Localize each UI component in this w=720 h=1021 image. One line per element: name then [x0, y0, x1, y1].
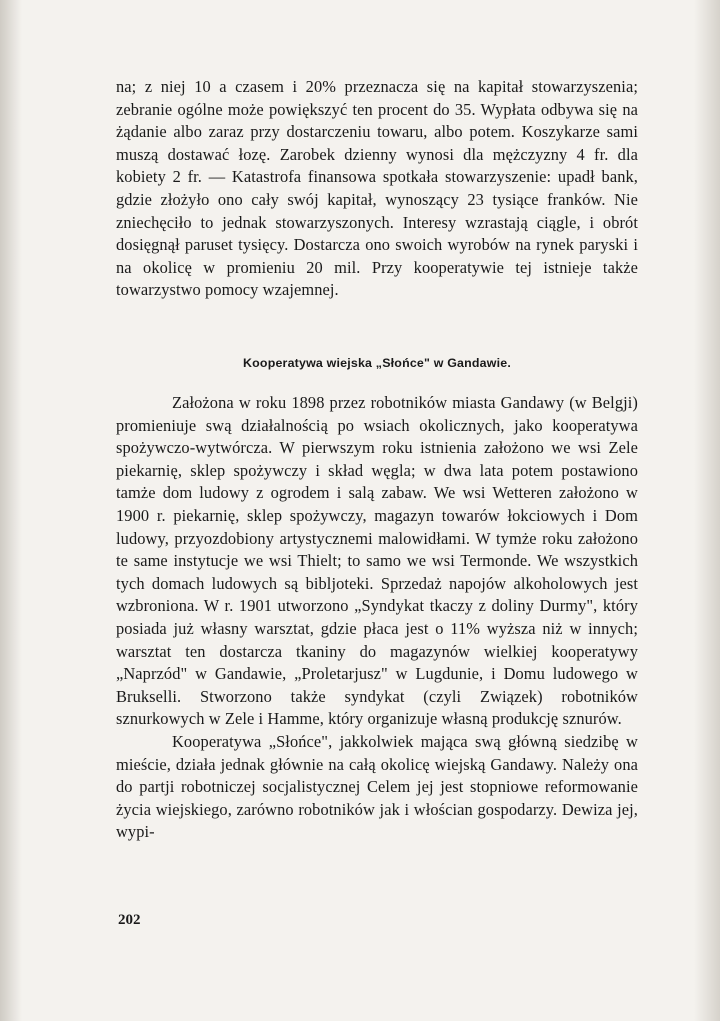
page-edge-shadow-left [0, 0, 22, 1021]
paragraph-founding: Założona w roku 1898 przez robotników miasta Gandawy (w Belgji) promieniuje swą działalnością po wsiach okolicznych, jako kooperatywa spożywczo-wytwórcza. W pierwszym roku istnienia założono we wsi Zele piekarnię, sklep spożywczy i skład węgla; w dwa lata potem postawiono tamże dom ludowy z ogrodem i salą zabaw. We wsi Wetteren założono w 1900 r. piekarnię, sklep spożywczy, magazyn towarów łokciowych i Dom ludowy, przyozdobiony artystycznemi malowidłami. W tymże roku założono te same instytucje we wsi Thielt; to samo we wsi Termonde. We wszystkich tych domach ludowych są bibljoteki. Sprzedaż napojów alkoholowych jest wzbroniona. W r. 1901 utworzono „Syndykat tkaczy z doliny Durmy", który posiada już własny warsztat, gdzie płaca jest o 11% wyższa niż w innych; warsztat ten dostarcza tkaniny do magazynów wielkiej kooperatywy „Naprzód" w Gandawie, „Proletarjusz" w Lugdunie, i Domu ludowego w Brukselli. Stworzono także syndykat (czyli Związek) robotników sznurkowych w Zele i Hamme, który organizuje własną produkcję sznurów. [116, 393, 638, 729]
page-number: 202 [118, 912, 141, 928]
continued-paragraph: na; z niej 10 a czasem i 20% przeznacza się na kapitał stowarzyszenia; zebranie ogólne może powiększyć ten procent do 35. Wypłata odbywa się na żądanie albo zaraz przy dostarczeniu towaru, albo potem. Koszykarze sami muszą dostawać łozę. Zarobek dzienny wynosi dla mężczyzny 4 fr. dla kobiety 2 fr. — Katastrofa finansowa spotkała stowarzyszenie: upadł bank, gdzie złożyło ono cały swój kapitał, wynoszący 23 tysiące franków. Nie zniechęciło to jednak stowarzyszonych. Interesy wzrastają ciągle, i obrót dosięgnął paruset tysięcy. Dostarcza ono swoich wyrobów na rynek paryski i na okolicę w promieniu 20 mil. Przy kooperatywie tej istnieje także towarzystwo pomocy wzajemnej. [116, 77, 638, 300]
page-edge-shadow-right [694, 0, 720, 1021]
section-heading: Kooperatywa wiejska „Słońce" w Gandawie. [243, 356, 511, 370]
text-block-top [116, 76, 638, 302]
text-block-main [116, 392, 638, 844]
paragraph-cooperative: Kooperatywa „Słońce", jakkolwiek mająca swą główną siedzibę w mieście, działa jednak głównie na całą okolicę wiejską Gandawy. Należy ona do partji robotniczej socjalistycznej Celem jej jest stopniowe reformowanie życia wiejskiego, zarówno robotników jak i włościan gospodarzy. Dewiza jej, wypi- [116, 731, 638, 842]
